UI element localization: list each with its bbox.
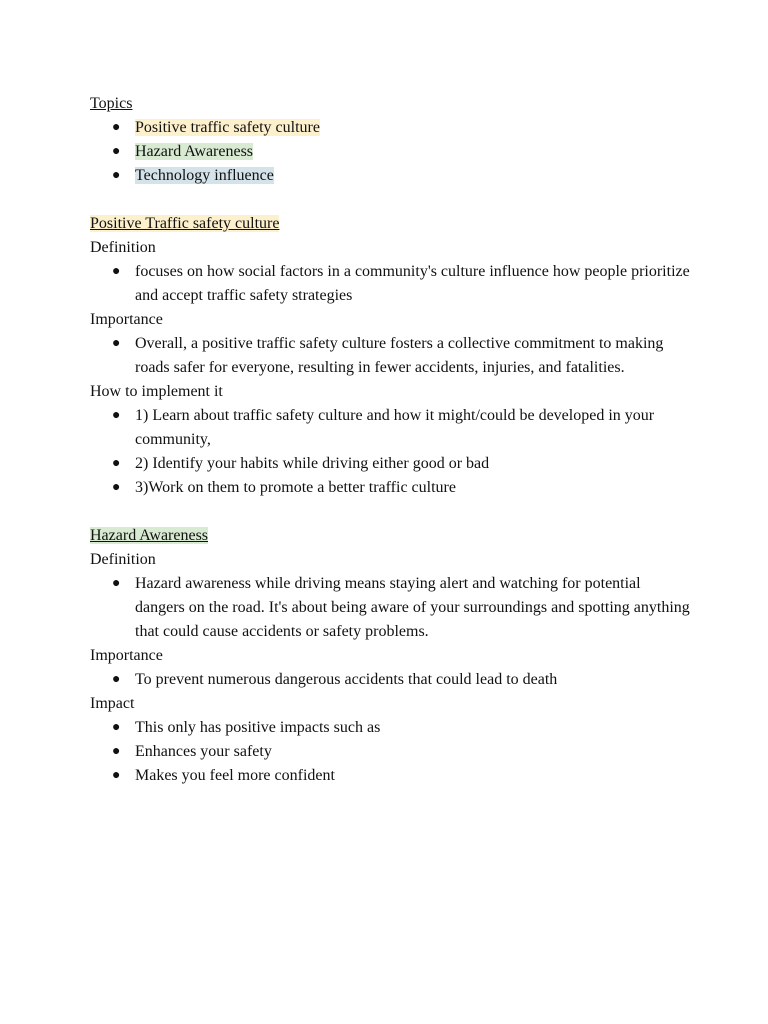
definition-label: Definition xyxy=(90,551,156,568)
list-item-text: This only has positive impacts such as xyxy=(135,719,381,736)
list-item xyxy=(90,164,690,188)
list-item xyxy=(90,476,690,500)
list-item-text: focuses on how social factors in a community's culture influence how people prioritize and accept traffic safety strategies xyxy=(135,263,690,304)
list-item-text: To prevent numerous dangerous accidents that could lead to death xyxy=(135,671,558,688)
topic-item-text: Technology influence xyxy=(135,167,274,184)
list-item-text: 2) Identify your habits while driving either good or bad xyxy=(135,455,490,472)
definition-label: Definition xyxy=(90,239,156,256)
importance-list xyxy=(90,668,690,692)
definition-list xyxy=(90,260,690,308)
list-item-text: 3)Work on them to promote a better traffic culture xyxy=(135,479,456,496)
bullet-icon: ● xyxy=(112,408,121,423)
list-item xyxy=(90,572,690,644)
list-item-text: 1) Learn about traffic safety culture and how it might/could be developed in your community, xyxy=(135,407,655,448)
definition-list xyxy=(90,572,690,644)
document-page xyxy=(90,92,690,788)
impact-list xyxy=(90,716,690,788)
importance-label: Importance xyxy=(90,311,163,328)
list-item xyxy=(90,668,690,692)
bullet-icon: ● xyxy=(112,672,121,687)
bullet-icon: ● xyxy=(112,480,121,495)
bullet-icon: ● xyxy=(112,264,121,279)
list-item xyxy=(90,716,690,740)
topics-heading-text: Topics xyxy=(90,95,133,112)
bullet-icon: ● xyxy=(112,720,121,735)
bullet-icon: ● xyxy=(112,576,121,591)
list-item-text: Makes you feel more confident xyxy=(135,767,335,784)
list-item-text: Hazard awareness while driving means staying alert and watching for potential dangers on the road. It's about being aware of your surroundings and spotting anything that could cause accidents or safety problems. xyxy=(135,575,690,640)
list-item xyxy=(90,332,690,380)
bullet-icon: ● xyxy=(112,768,121,783)
bullet-icon: ● xyxy=(112,168,121,183)
spacer xyxy=(90,188,690,212)
section-heading xyxy=(90,212,690,236)
bullet-icon: ● xyxy=(112,120,121,135)
section-heading xyxy=(90,524,690,548)
topics-heading xyxy=(90,92,690,116)
section-heading-text: Positive Traffic safety culture xyxy=(90,215,280,232)
topics-list xyxy=(90,116,690,188)
topic-item-text: Hazard Awareness xyxy=(135,143,254,160)
spacer xyxy=(90,500,690,524)
topic-item-text: Positive traffic safety culture xyxy=(135,119,320,136)
bullet-icon: ● xyxy=(112,144,121,159)
bullet-icon: ● xyxy=(112,744,121,759)
list-item xyxy=(90,740,690,764)
impact-label: Impact xyxy=(90,695,135,712)
list-item xyxy=(90,452,690,476)
bullet-icon: ● xyxy=(112,456,121,471)
importance-list xyxy=(90,332,690,380)
section-heading-text: Hazard Awareness xyxy=(90,527,209,544)
importance-label: Importance xyxy=(90,647,163,664)
bullet-icon: ● xyxy=(112,336,121,351)
list-item-text: Enhances your safety xyxy=(135,743,272,760)
list-item xyxy=(90,260,690,308)
list-item-text: Overall, a positive traffic safety culture fosters a collective commitment to making roads safer for everyone, resulting in fewer accidents, injuries, and fatalities. xyxy=(135,335,664,376)
implement-list xyxy=(90,404,690,500)
list-item xyxy=(90,140,690,164)
list-item xyxy=(90,116,690,140)
implement-label: How to implement it xyxy=(90,383,223,400)
list-item xyxy=(90,764,690,788)
list-item xyxy=(90,404,690,452)
